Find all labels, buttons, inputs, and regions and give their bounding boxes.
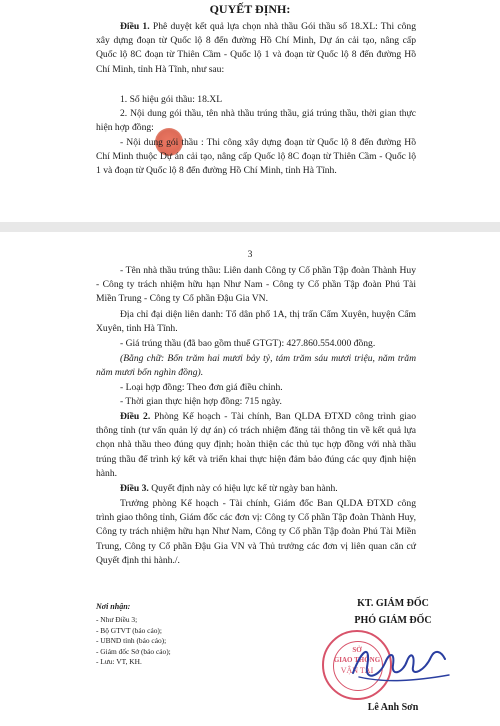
article-1-text: Phê duyệt kết quả lựa chọn nhà thầu Gói thầu số 18.XL: Thi công xây dựng đoạn từ Quốc lộ 8 đến đường Hồ Chí Minh, Dự án cải tạo, nâng cấp Quốc lộ 8C đoạn từ Thiên Cầm - Quốc lộ 1 và đoạn từ Quốc lộ 8 đến đường Hồ Chí Minh, tỉnh Hà Tĩnh, như sau: <box>96 21 417 75</box>
seal-text: GIAO THÔNG <box>333 656 381 664</box>
article-2-text: Phòng Kế hoạch - Tài chính, Ban QLDA ĐTXD công trình giao thông tỉnh (tư vấn quản lý dự án) có trách nhiệm đăng tải thông tin về kết quả lựa chọn nhà thầu theo đúng quy định; hoàn thiện các thủ tục hợp đồng với nhà thầu trúng thầu để trình ký kết và triển khai thực hiện đảm bảo đúng các quy định hiện hành. <box>96 411 416 479</box>
document-page-3 <box>0 232 500 726</box>
handwritten-signature <box>345 637 455 687</box>
article-1-paragraph <box>96 20 416 77</box>
implementation-paragraph: Trưởng phòng Kế hoạch - Tài chính, Giám đốc Ban QLDA ĐTXD công trình giao thông tỉnh, Giám đốc các đơn vị: Công ty Cổ phần Tập đoàn Thành Huy, Công ty trách nhiệm hữu hạn Như Nam, Công ty Cổ phần Tập đoàn Phú Tài Miền Trung, Công ty Cổ phần Đậu Gia VN và Thủ trưởng các đơn vị liên quan căn cứ Quyết định thi hành./. <box>96 498 416 566</box>
recipients-list <box>96 615 171 668</box>
page-number: 3 <box>247 249 253 260</box>
price-in-words: (Bằng chữ: Bốn trăm hai mươi bảy tỷ, tám trăm sáu mươi triệu, năm trăm năm mươi bốn nghìn đồng). <box>96 353 416 379</box>
contract-duration: - Thời gian thực hiện hợp đồng: 715 ngày. <box>120 396 282 407</box>
article-2-paragraph <box>96 410 416 481</box>
address-paragraph: Địa chỉ đại diện liên danh: Tổ dân phố 1A, thị trấn Cẩm Xuyên, huyện Cẩm Xuyên, tỉnh Hà Tĩnh. <box>96 309 416 335</box>
item-2-description: 2. Nội dung gói thầu, tên nhà thầu trúng thầu, giá trúng thầu, thời gian thực hiện hợp đồng: <box>96 108 416 134</box>
recipient-item: - Như Điều 3; <box>96 615 138 624</box>
signature-title-deputy: PHÓ GIÁM ĐỐC <box>354 615 432 626</box>
seal-text: SỞ <box>352 646 362 654</box>
article-3-label: Điều 3. <box>120 483 149 494</box>
decision-heading: QUYẾT ĐỊNH: <box>209 2 291 16</box>
article-3-text: Quyết định này có hiệu lực kể từ ngày ban hành. <box>151 483 338 494</box>
contractor-paragraph: - Tên nhà thầu trúng thầu: Liên danh Công ty Cổ phần Tập đoàn Thành Huy - Công ty trách nhiệm hữu hạn Như Nam - Công ty Cổ phần Tập đoàn Phú Tài Miền Trung - Công ty Cổ phần Đậu Gia VN. <box>96 265 416 305</box>
article-3-paragraph <box>96 482 416 496</box>
winning-price: - Giá trúng thầu (đã bao gồm thuế GTGT): 427.860.554.000 đồng. <box>120 338 376 349</box>
recipient-item: - UBND tỉnh (báo cáo); <box>96 636 167 645</box>
signature-title-kt: KT. GIÁM ĐỐC <box>357 598 429 609</box>
article-1-label: Điều 1. <box>120 21 150 32</box>
item-1-package-number: 1. Số hiệu gói thầu: 18.XL <box>120 94 223 105</box>
page-separator <box>0 222 500 232</box>
recipients-heading: Nơi nhận: <box>96 602 131 611</box>
recipient-item: - Bộ GTVT (báo cáo); <box>96 625 162 635</box>
seal-text: VẬN TẢI <box>340 666 374 675</box>
article-2-label: Điều 2. <box>120 411 151 422</box>
package-content-paragraph: - Nội dung gói thầu : Thi công xây dựng đoạn từ Quốc lộ 8 đến đường Hồ Chí Minh thuộc Dự án cải tạo, nâng cấp Quốc lộ 8C đoạn từ Thiên Cầm - Quốc lộ 1 và đoạn từ Quốc lộ 8 đến đường Hồ Chí Minh, tỉnh Hà Tĩnh. <box>96 137 416 177</box>
contract-type: - Loại hợp đồng: Theo đơn giá điều chỉnh. <box>120 382 283 393</box>
recipient-item: - Giám đốc Sở (báo cáo); <box>96 646 171 656</box>
document-page-1 <box>0 0 500 222</box>
signer-name: Lê Anh Sơn <box>367 702 419 713</box>
recipient-item: - Lưu: VT, KH. <box>96 657 142 666</box>
